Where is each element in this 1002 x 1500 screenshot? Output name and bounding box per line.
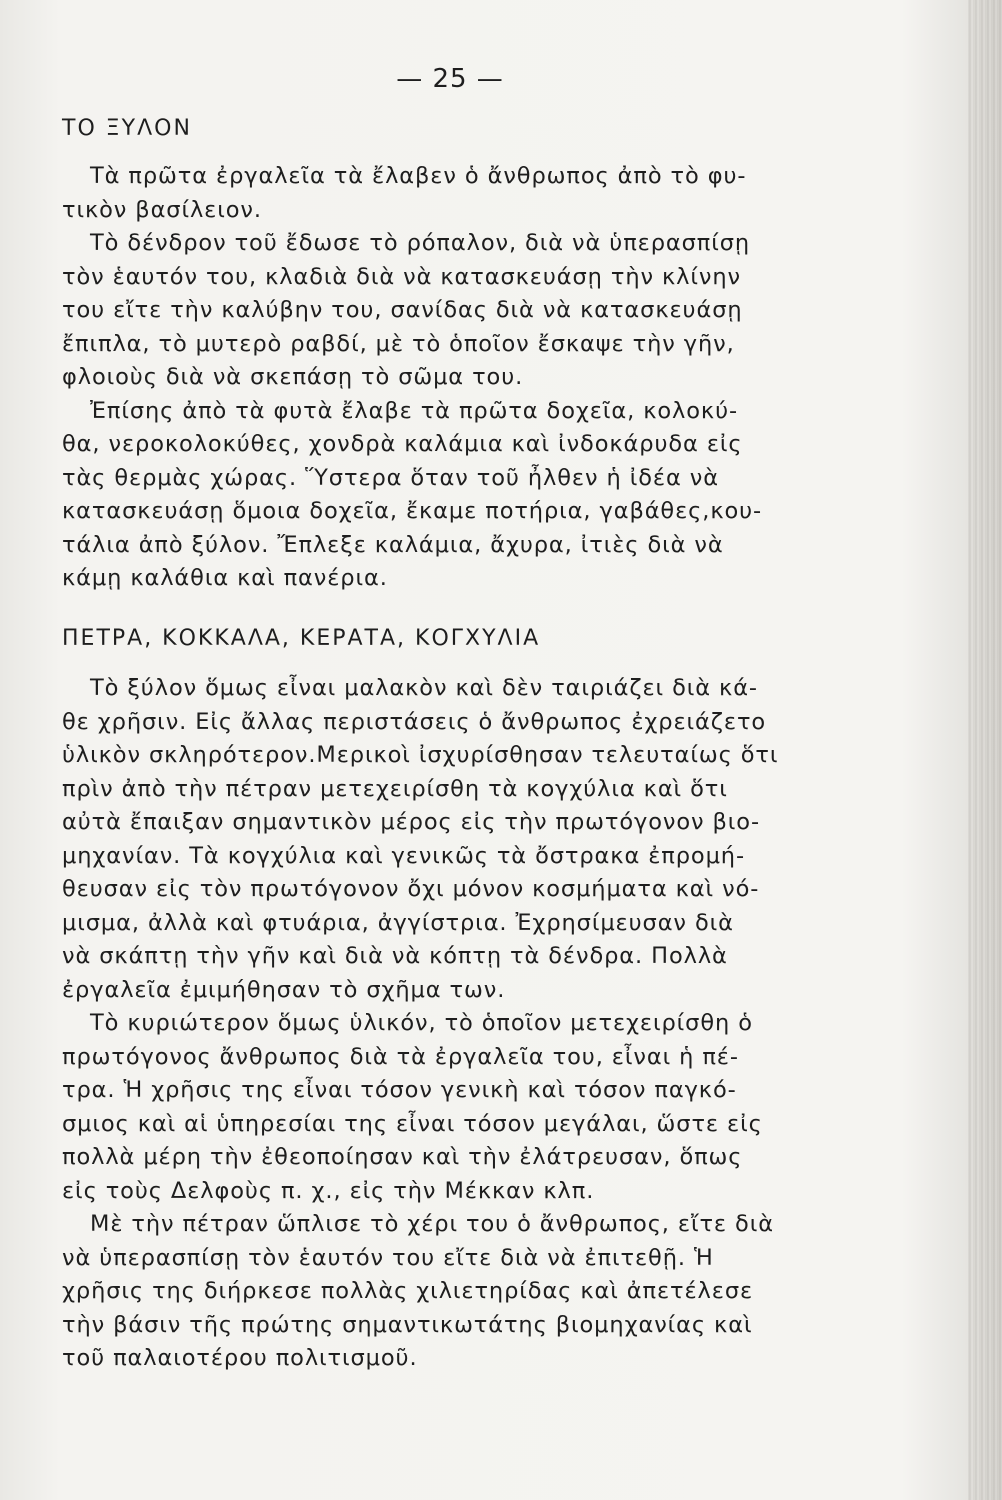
text-line: τικὸν βασίλειον.: [62, 196, 262, 223]
text-line: νὰ σκάπτῃ τὴν γῆν καὶ διὰ νὰ κόπτῃ τὰ δένδρα. Πολλὰ: [62, 943, 728, 969]
text-line: τὴν βάσιν τῆς πρώτης σημαντικωτάτης βιομηχανίας καὶ: [62, 1311, 753, 1338]
text-line: Μὲ τὴν πέτραν ὥπλισε τὸ χέρι του ὁ ἄνθρωπος, εἴτε διὰ: [90, 1211, 774, 1237]
section-body-wood: [62, 160, 842, 596]
text-line: Τὸ ξύλον ὅμως εἶναι μαλακὸν καὶ δὲν ταιριάζει διὰ κά-: [90, 675, 758, 701]
text-line: ἔπιπλα, τὸ μυτερὸ ραβδί, μὲ τὸ ὁποῖον ἔσκαψε τὴν γῆν,: [62, 330, 735, 357]
text-line: μηχανίαν. Τὰ κογχύλια καὶ γενικῶς τὰ ὄστρακα ἐπρομή-: [62, 842, 745, 869]
text-line: του εἴτε τὴν καλύβην του, σανίδας διὰ νὰ κατασκευάσῃ: [62, 297, 743, 323]
text-line: σμιος καὶ αἱ ὑπηρεσίαι της εἶναι τόσον μεγάλαι, ὥστε εἰς: [62, 1110, 763, 1137]
text-line: εἰς τοὺς Δελφοὺς π. χ., εἰς τὴν Μέκκαν κλπ.: [62, 1177, 595, 1204]
page-number: — 25 —: [396, 64, 504, 94]
text-line: θευσαν εἰς τὸν πρωτόγονον ὄχι μόνον κοσμήματα καὶ νό-: [62, 876, 760, 902]
text-line: κατασκευάσῃ ὅμοια δοχεῖα, ἔκαμε ποτήρια, γαβάθες,κου-: [62, 498, 763, 524]
text-line: θε χρῆσιν. Εἰς ἄλλας περιστάσεις ὁ ἄνθρωπος ἐχρειάζετο: [62, 708, 767, 735]
text-line: τρα. Ἡ χρῆσις της εἶναι τόσον γενικὴ καὶ τόσον παγκό-: [62, 1077, 737, 1103]
section-heading-stone: ΠΕΤΡΑ, ΚΟΚΚΑΛΑ, ΚΕΡΑΤΑ, ΚΟΓΧΥΛΙΑ: [62, 626, 541, 651]
text-line: ὑλικὸν σκληρότερον.Μερικοὶ ἰσχυρίσθησαν τελευταίως ὅτι: [62, 742, 779, 768]
section-heading-wood: ΤΟ ΞΥΛΟΝ: [62, 116, 192, 141]
text-line: φλοιοὺς διὰ νὰ σκεπάσῃ τὸ σῶμα του.: [62, 364, 524, 390]
text-line: πρωτόγονος ἄνθρωπος διὰ τὰ ἐργαλεῖα του, εἶναι ἡ πέ-: [62, 1043, 739, 1070]
text-line: κάμῃ καλάθια καὶ πανέρια.: [62, 565, 388, 591]
text-line: τὸν ἑαυτόν του, κλαδιὰ διὰ νὰ κατασκευάσῃ τὴν κλίνην: [62, 263, 741, 290]
text-line: μισμα, ἀλλὰ καὶ φτυάρια, ἀγγίστρια. Ἐχρησίμευσαν διὰ: [62, 909, 734, 936]
text-line: τοῦ παλαιοτέρου πολιτισμοῦ.: [62, 1345, 418, 1371]
text-line: Ἐπίσης ἀπὸ τὰ φυτὰ ἔλαβε τὰ πρῶτα δοχεῖα, κολοκύ-: [90, 397, 739, 424]
text-line: πολλὰ μέρη τὴν ἐθεοποίησαν καὶ τὴν ἐλάτρευσαν, ὅπως: [62, 1144, 743, 1170]
page-edge-shadow: [968, 0, 1002, 1500]
text-line: θα, νεροκολοκύθες, χονδρὰ καλάμια καὶ ἰνδοκάρυδα εἰς: [62, 431, 743, 457]
text-line: χρῆσις της διήρκεσε πολλὰς χιλιετηρίδας καὶ ἀπετέλεσε: [62, 1278, 754, 1304]
text-line: τὰς θερμὰς χώρας. Ὕστερα ὅταν τοῦ ἦλθεν ἡ ἰδέα νὰ: [62, 464, 719, 491]
text-line: τάλια ἀπὸ ξύλον. Ἔπλεξε καλάμια, ἄχυρα, ἰτιὲς διὰ νὰ: [62, 531, 724, 558]
text-line: νὰ ὑπερασπίσῃ τὸν ἑαυτόν του εἴτε διὰ νὰ ἐπιτεθῇ. Ἡ: [62, 1244, 714, 1271]
text-line: Τὰ πρῶτα ἐργαλεῖα τὰ ἔλαβεν ὁ ἄνθρωπος ἀπὸ τὸ φυ-: [90, 163, 747, 189]
text-line: Τὸ κυριώτερον ὅμως ὑλικόν, τὸ ὁποῖον μετεχειρίσθη ὁ: [90, 1010, 753, 1036]
text-line: Τὸ δένδρον τοῦ ἔδωσε τὸ ρόπαλον, διὰ νὰ ὑπερασπίσῃ: [90, 230, 751, 256]
text-line: ἐργαλεῖα ἐμιμήθησαν τὸ σχῆμα των.: [62, 976, 506, 1003]
section-body-stone: [62, 672, 842, 1376]
text-line: αὐτὰ ἔπαιξαν σημαντικὸν μέρος εἰς τὴν πρωτόγονον βιο-: [62, 809, 760, 835]
text-line: πρὶν ἀπὸ τὴν πέτραν μετεχειρίσθη τὰ κογχύλια καὶ ὅτι: [62, 775, 728, 802]
